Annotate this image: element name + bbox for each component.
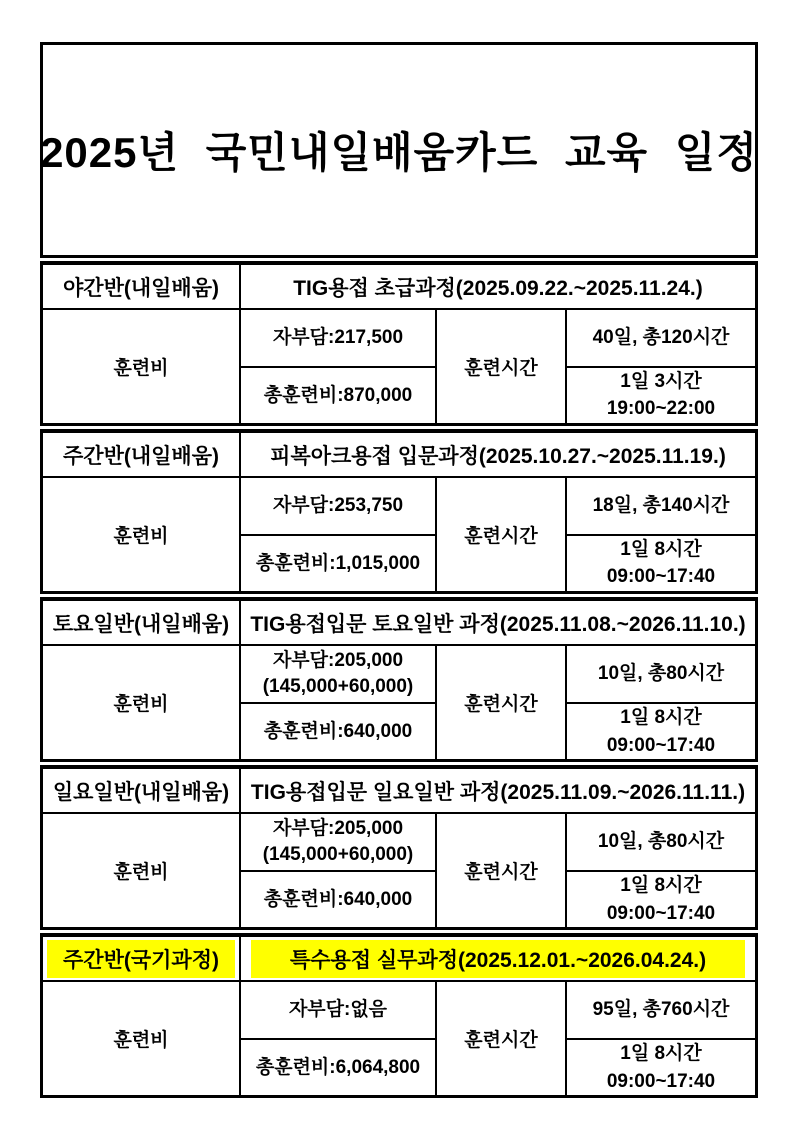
section-header-row [43, 769, 755, 814]
class-type-cell [43, 937, 241, 980]
time-values-column [567, 310, 755, 423]
course-title-label: TIG용접 초급과정(2025.09.22.~2025.11.24.) [293, 276, 703, 300]
days-hours-cell [567, 982, 755, 1040]
self-pay-value: 자부담:217,500 [272, 326, 404, 348]
time-label: 훈련시간 [464, 1030, 538, 1052]
class-type-cell [43, 265, 241, 308]
course-section [40, 933, 758, 1098]
self-pay-breakdown: (145,000+60,000) [262, 844, 414, 866]
course-title-label: TIG용접입문 토요일반 과정(2025.11.08.~2026.11.10.) [250, 612, 746, 636]
daily-schedule-cell [567, 704, 755, 760]
fee-label: 훈련비 [113, 1030, 169, 1052]
section-body-row [43, 310, 755, 423]
days-hours-value: 18일, 총140시간 [592, 495, 730, 517]
time-range-value: 09:00~17:40 [606, 734, 716, 756]
fee-label: 훈련비 [113, 862, 169, 884]
daily-hours-value: 1일 3시간 [620, 370, 702, 392]
fee-label: 훈련비 [113, 694, 169, 716]
time-label: 훈련시간 [464, 358, 538, 380]
course-title-cell [241, 433, 755, 476]
class-type-label: 토요일반(내일배움) [52, 612, 230, 636]
self-pay-cell [241, 310, 435, 368]
days-hours-value: 10일, 총80시간 [597, 831, 725, 853]
class-type-cell [43, 769, 241, 812]
course-section [40, 765, 758, 930]
daily-schedule-cell [567, 368, 755, 424]
course-title-cell [241, 601, 755, 644]
total-fee-cell [241, 704, 435, 760]
page-title: 2025년 국민내일배움카드 교육 일정 [40, 129, 758, 176]
total-fee-value: 총훈련비:6,064,800 [255, 1056, 421, 1078]
daily-hours-value: 1일 8시간 [620, 706, 702, 728]
time-values-column [567, 814, 755, 927]
total-fee-cell [241, 1040, 435, 1096]
fee-label-cell [43, 982, 241, 1095]
time-label: 훈련시간 [464, 694, 538, 716]
daily-hours-value: 1일 8시간 [620, 1043, 702, 1065]
section-body-row [43, 478, 755, 591]
title-box [40, 42, 758, 258]
fee-values-column [241, 478, 437, 591]
days-hours-value: 10일, 총80시간 [597, 663, 725, 685]
fee-values-column [241, 646, 437, 759]
course-title-label: TIG용접입문 일요일반 과정(2025.11.09.~2026.11.11.) [250, 780, 746, 804]
days-hours-cell [567, 310, 755, 368]
course-title-label: 피복아크용접 입문과정(2025.10.27.~2025.11.19.) [270, 444, 726, 468]
time-label: 훈련시간 [464, 862, 538, 884]
time-values-column [567, 646, 755, 759]
fee-values-column [241, 982, 437, 1095]
section-header-row [43, 265, 755, 310]
time-range-value: 09:00~17:40 [606, 566, 716, 588]
section-body-row [43, 646, 755, 759]
self-pay-breakdown: (145,000+60,000) [262, 675, 414, 697]
course-title-cell [241, 265, 755, 308]
course-title-label: 특수용접 실무과정(2025.12.01.~2026.04.24.) [251, 940, 744, 978]
class-type-label: 일요일반(내일배움) [52, 780, 230, 804]
self-pay-value: 자부담:253,750 [272, 495, 404, 517]
time-label-cell [437, 478, 567, 591]
fee-label-cell [43, 478, 241, 591]
section-header-row [43, 433, 755, 478]
daily-hours-value: 1일 8시간 [620, 875, 702, 897]
class-type-cell [43, 601, 241, 644]
course-section [40, 597, 758, 762]
total-fee-value: 총훈련비:640,000 [263, 720, 413, 742]
self-pay-cell [241, 646, 435, 704]
time-range-value: 09:00~17:40 [606, 902, 716, 924]
time-values-column [567, 982, 755, 1095]
fee-label: 훈련비 [113, 358, 169, 380]
course-section [40, 261, 758, 426]
self-pay-cell [241, 814, 435, 872]
time-range-value: 09:00~17:40 [606, 1070, 716, 1092]
days-hours-cell [567, 478, 755, 536]
class-type-label: 주간반(국기과정) [47, 940, 235, 978]
time-label: 훈련시간 [464, 526, 538, 548]
section-body-row [43, 982, 755, 1095]
fee-values-column [241, 814, 437, 927]
fee-label-cell [43, 646, 241, 759]
section-header-row [43, 601, 755, 646]
days-hours-value: 40일, 총120시간 [592, 326, 730, 348]
time-label-cell [437, 814, 567, 927]
total-fee-value: 총훈련비:640,000 [263, 888, 413, 910]
time-label-cell [437, 982, 567, 1095]
class-type-label: 야간반(내일배움) [63, 276, 219, 300]
self-pay-value: 자부담:205,000 [272, 650, 404, 672]
fee-label-cell [43, 310, 241, 423]
days-hours-value: 95일, 총760시간 [592, 999, 730, 1021]
schedule-table [40, 42, 758, 1098]
course-section [40, 429, 758, 594]
total-fee-value: 총훈련비:870,000 [263, 384, 413, 406]
fee-values-column [241, 310, 437, 423]
time-label-cell [437, 646, 567, 759]
self-pay-cell [241, 478, 435, 536]
daily-schedule-cell [567, 872, 755, 928]
days-hours-cell [567, 646, 755, 704]
self-pay-cell [241, 982, 435, 1040]
total-fee-cell [241, 872, 435, 928]
class-type-label: 주간반(내일배움) [63, 444, 219, 468]
total-fee-cell [241, 536, 435, 592]
total-fee-cell [241, 368, 435, 424]
section-body-row [43, 814, 755, 927]
class-type-cell [43, 433, 241, 476]
self-pay-value: 자부담:없음 [288, 999, 388, 1021]
course-title-cell [241, 937, 755, 980]
daily-schedule-cell [567, 536, 755, 592]
days-hours-cell [567, 814, 755, 872]
daily-hours-value: 1일 8시간 [620, 538, 702, 560]
self-pay-value: 자부담:205,000 [272, 818, 404, 840]
time-values-column [567, 478, 755, 591]
section-header-row [43, 937, 755, 982]
course-sections [40, 261, 758, 1098]
total-fee-value: 총훈련비:1,015,000 [255, 552, 421, 574]
fee-label-cell [43, 814, 241, 927]
time-range-value: 19:00~22:00 [606, 398, 716, 420]
course-title-cell [241, 769, 755, 812]
time-label-cell [437, 310, 567, 423]
daily-schedule-cell [567, 1040, 755, 1096]
fee-label: 훈련비 [113, 526, 169, 548]
